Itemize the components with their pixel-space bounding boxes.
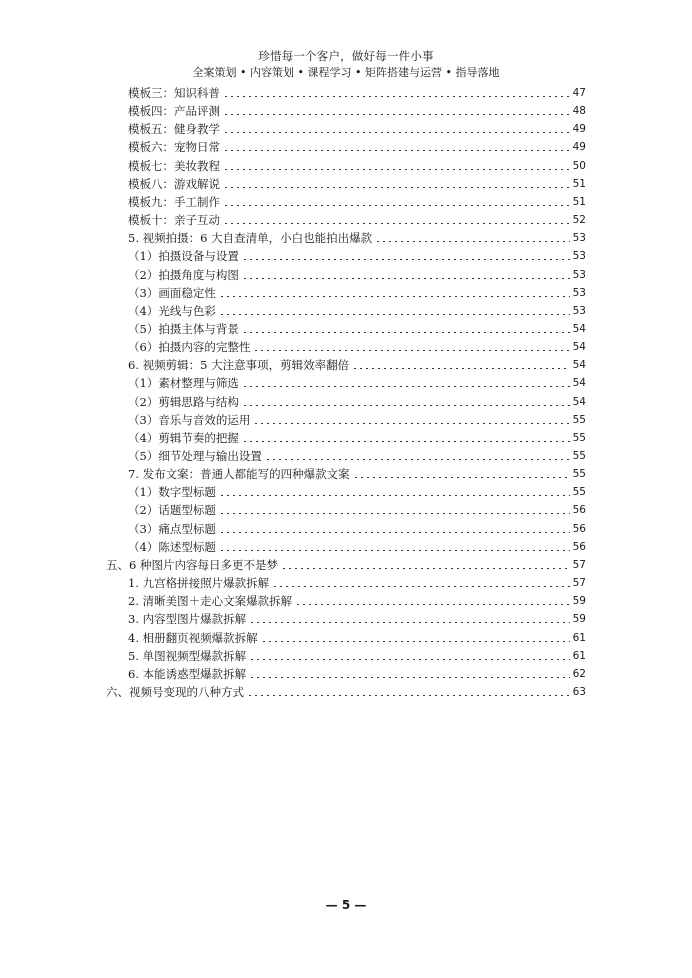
- toc-entry[interactable]: [106, 556, 586, 574]
- toc-dot-leader: [223, 132, 570, 133]
- toc-entry-title: 模板六：宠物日常: [128, 140, 220, 155]
- toc-entry-title: （3）画面稳定性: [128, 285, 216, 300]
- toc-dot-leader: [375, 241, 570, 242]
- toc-dot-leader: [295, 604, 569, 605]
- toc-dot-leader: [223, 114, 570, 115]
- toc-entry-title: （6）拍摄内容的完整性: [128, 340, 251, 355]
- toc-entry-page: 59: [572, 613, 586, 626]
- toc-entry-title: 5. 单图视频型爆款拆解: [128, 648, 247, 663]
- toc-entry-title: 模板四：产品评测: [128, 104, 220, 119]
- toc-entry-page: 55: [572, 486, 586, 499]
- toc-entry-title: （2）剪辑思路与结构: [128, 394, 239, 409]
- toc-entry-title: （1）素材整理与筛选: [128, 376, 239, 391]
- toc-dot-leader: [242, 386, 570, 387]
- toc-entry[interactable]: [128, 629, 586, 647]
- toc-entry[interactable]: [128, 665, 586, 683]
- toc-entry[interactable]: [128, 211, 586, 229]
- toc-entry-title: （1）数字型标题: [128, 485, 216, 500]
- toc-dot-leader: [253, 423, 569, 424]
- toc-dot-leader: [272, 586, 569, 587]
- toc-entry[interactable]: [128, 429, 586, 447]
- toc-dot-leader: [223, 96, 570, 97]
- toc-entry[interactable]: [128, 356, 586, 374]
- toc-entry-page: 55: [572, 431, 586, 444]
- toc-entry-page: 54: [572, 377, 586, 390]
- toc-entry-title: 5. 视频拍摄：6 大自查清单，小白也能拍出爆款: [128, 231, 373, 246]
- toc-entry-page: 52: [572, 214, 586, 227]
- toc-entry-title: （2）话题型标题: [128, 503, 216, 518]
- header-services: 全案策划 • 内容策划 • 课程学习 • 矩阵搭建与运营 • 指导落地: [192, 66, 500, 79]
- page-header: [0, 48, 692, 80]
- header-slogan: 珍惜每一个客户，做好每一件小事: [258, 49, 434, 63]
- page-number: — 5 —: [325, 898, 367, 912]
- toc-entry-page: 57: [572, 558, 586, 571]
- toc-dot-leader: [223, 205, 570, 206]
- toc-dot-leader: [253, 350, 569, 351]
- toc-entry-page: 61: [572, 649, 586, 662]
- toc-entry-title: 五、6 种图片内容每日多更不是梦: [106, 557, 278, 572]
- toc-entry[interactable]: [128, 374, 586, 392]
- toc-entry[interactable]: [128, 610, 586, 628]
- toc-entry-page: 49: [572, 123, 586, 136]
- toc-entry-page: 53: [572, 250, 586, 263]
- toc-entry[interactable]: [128, 247, 586, 265]
- toc-entry-page: 51: [572, 177, 586, 190]
- toc-entry[interactable]: [128, 520, 586, 538]
- toc-entry-page: 61: [572, 631, 586, 644]
- toc-dot-leader: [219, 314, 570, 315]
- toc-entry-page: 54: [572, 395, 586, 408]
- toc-entry-page: 54: [572, 341, 586, 354]
- toc-dot-leader: [223, 187, 570, 188]
- toc-entry-title: （1）拍摄设备与设置: [128, 249, 239, 264]
- toc-entry[interactable]: [128, 266, 586, 284]
- toc-entry[interactable]: [128, 229, 586, 247]
- toc-entry-page: 54: [572, 322, 586, 335]
- toc-entry-page: 48: [572, 105, 586, 118]
- toc-dot-leader: [261, 641, 570, 642]
- toc-entry-title: 6. 本能诱惑型爆款拆解: [128, 666, 247, 681]
- toc-entry-title: （4）陈述型标题: [128, 539, 216, 554]
- toc-dot-leader: [219, 550, 570, 551]
- toc-entry-title: 6. 视频剪辑：5 大注意事项，剪辑效率翻倍: [128, 358, 350, 373]
- toc-entry[interactable]: [128, 320, 586, 338]
- toc-entry-page: 55: [572, 468, 586, 481]
- toc-entry[interactable]: [128, 338, 586, 356]
- toc-entry-title: 模板九：手工制作: [128, 194, 220, 209]
- toc-entry-title: （5）拍摄主体与背景: [128, 321, 239, 336]
- toc-entry-title: （2）拍摄角度与构图: [128, 267, 239, 282]
- toc-dot-leader: [223, 150, 570, 151]
- toc-entry-page: 59: [572, 595, 586, 608]
- toc-entry[interactable]: [128, 157, 586, 175]
- toc-entry[interactable]: [128, 84, 586, 102]
- toc-entry[interactable]: [128, 447, 586, 465]
- toc-dot-leader: [352, 368, 570, 369]
- toc-dot-leader: [249, 659, 569, 660]
- toc-entry-title: （3）音乐与音效的运用: [128, 412, 251, 427]
- toc-dot-leader: [353, 477, 570, 478]
- toc-entry-page: 51: [572, 195, 586, 208]
- toc-entry[interactable]: [128, 647, 586, 665]
- toc-dot-leader: [223, 223, 570, 224]
- toc-entry-title: 六、视频号变现的八种方式: [106, 684, 244, 699]
- toc-entry-page: 63: [572, 685, 586, 698]
- toc-entry-page: 53: [572, 268, 586, 281]
- toc-entry-page: 56: [572, 540, 586, 553]
- toc-dot-leader: [242, 405, 570, 406]
- toc-entry[interactable]: [128, 483, 586, 501]
- toc-entry[interactable]: [106, 683, 586, 701]
- toc-entry[interactable]: [128, 102, 586, 120]
- toc-entry-page: 55: [572, 413, 586, 426]
- toc-entry[interactable]: [128, 411, 586, 429]
- toc-dot-leader: [219, 296, 570, 297]
- toc-dot-leader: [242, 259, 570, 260]
- toc-entry[interactable]: [128, 501, 586, 519]
- toc-entry-title: 4. 相册翻页视频爆款拆解: [128, 630, 258, 645]
- toc-dot-leader: [249, 677, 569, 678]
- toc-entry[interactable]: [128, 592, 586, 610]
- toc-entry[interactable]: [128, 120, 586, 138]
- toc-entry-page: 56: [572, 504, 586, 517]
- toc-entry-title: （5）细节处理与输出设置: [128, 449, 262, 463]
- toc-entry-title: 2. 清晰美图＋走心文案爆款拆解: [128, 594, 293, 609]
- toc-dot-leader: [219, 532, 570, 533]
- toc-entry[interactable]: [128, 138, 586, 156]
- toc-entry-title: 模板五：健身教学: [128, 122, 220, 137]
- toc-entry[interactable]: [128, 302, 586, 320]
- toc-entry[interactable]: [128, 284, 586, 302]
- toc-entry-page: 56: [572, 522, 586, 535]
- toc-entry-title: 7. 发布文案：普通人都能写的四种爆款文案: [128, 467, 350, 482]
- toc-dot-leader: [242, 441, 570, 442]
- toc-entry-title: 1. 九宫格拼接照片爆款拆解: [128, 576, 270, 591]
- toc-entry[interactable]: [128, 175, 586, 193]
- toc-dot-leader: [249, 622, 569, 623]
- toc-entry[interactable]: [128, 465, 586, 483]
- toc-entry-page: 57: [572, 577, 586, 590]
- toc-dot-leader: [219, 495, 570, 496]
- toc-entry-page: 55: [572, 450, 586, 462]
- toc-entry[interactable]: [128, 393, 586, 411]
- toc-entry-page: 50: [572, 159, 586, 172]
- toc-entry-title: 模板三：知识科普: [128, 86, 220, 100]
- toc-dot-leader: [242, 332, 570, 333]
- toc-entry-page: 62: [572, 667, 586, 680]
- toc-entry-title: 模板十：亲子互动: [128, 213, 220, 228]
- toc-entry-page: 53: [572, 232, 586, 245]
- toc-entry-page: 54: [572, 359, 586, 372]
- toc-dot-leader: [281, 568, 570, 569]
- toc-entry[interactable]: [128, 193, 586, 211]
- toc-entry-title: （4）光线与色彩: [128, 303, 216, 318]
- toc-dot-leader: [219, 513, 570, 514]
- toc-entry-page: 47: [572, 87, 586, 99]
- toc-entry-title: 3. 内容型图片爆款拆解: [128, 612, 247, 627]
- toc-entry-title: 模板七：美妆教程: [128, 158, 220, 173]
- toc-entry-page: 49: [572, 141, 586, 154]
- toc-entry[interactable]: [128, 538, 586, 556]
- toc-entry[interactable]: [128, 574, 586, 592]
- toc-entry-page: 53: [572, 304, 586, 317]
- toc-entry-title: （3）痛点型标题: [128, 521, 216, 536]
- toc-entry-page: 53: [572, 286, 586, 299]
- toc-dot-leader: [223, 169, 570, 170]
- toc-entry-title: 模板八：游戏解说: [128, 176, 220, 191]
- toc-dot-leader: [242, 278, 570, 279]
- toc-dot-leader: [265, 459, 570, 460]
- toc-dot-leader: [247, 695, 570, 696]
- toc-entry-title: （4）剪辑节奏的把握: [128, 430, 239, 445]
